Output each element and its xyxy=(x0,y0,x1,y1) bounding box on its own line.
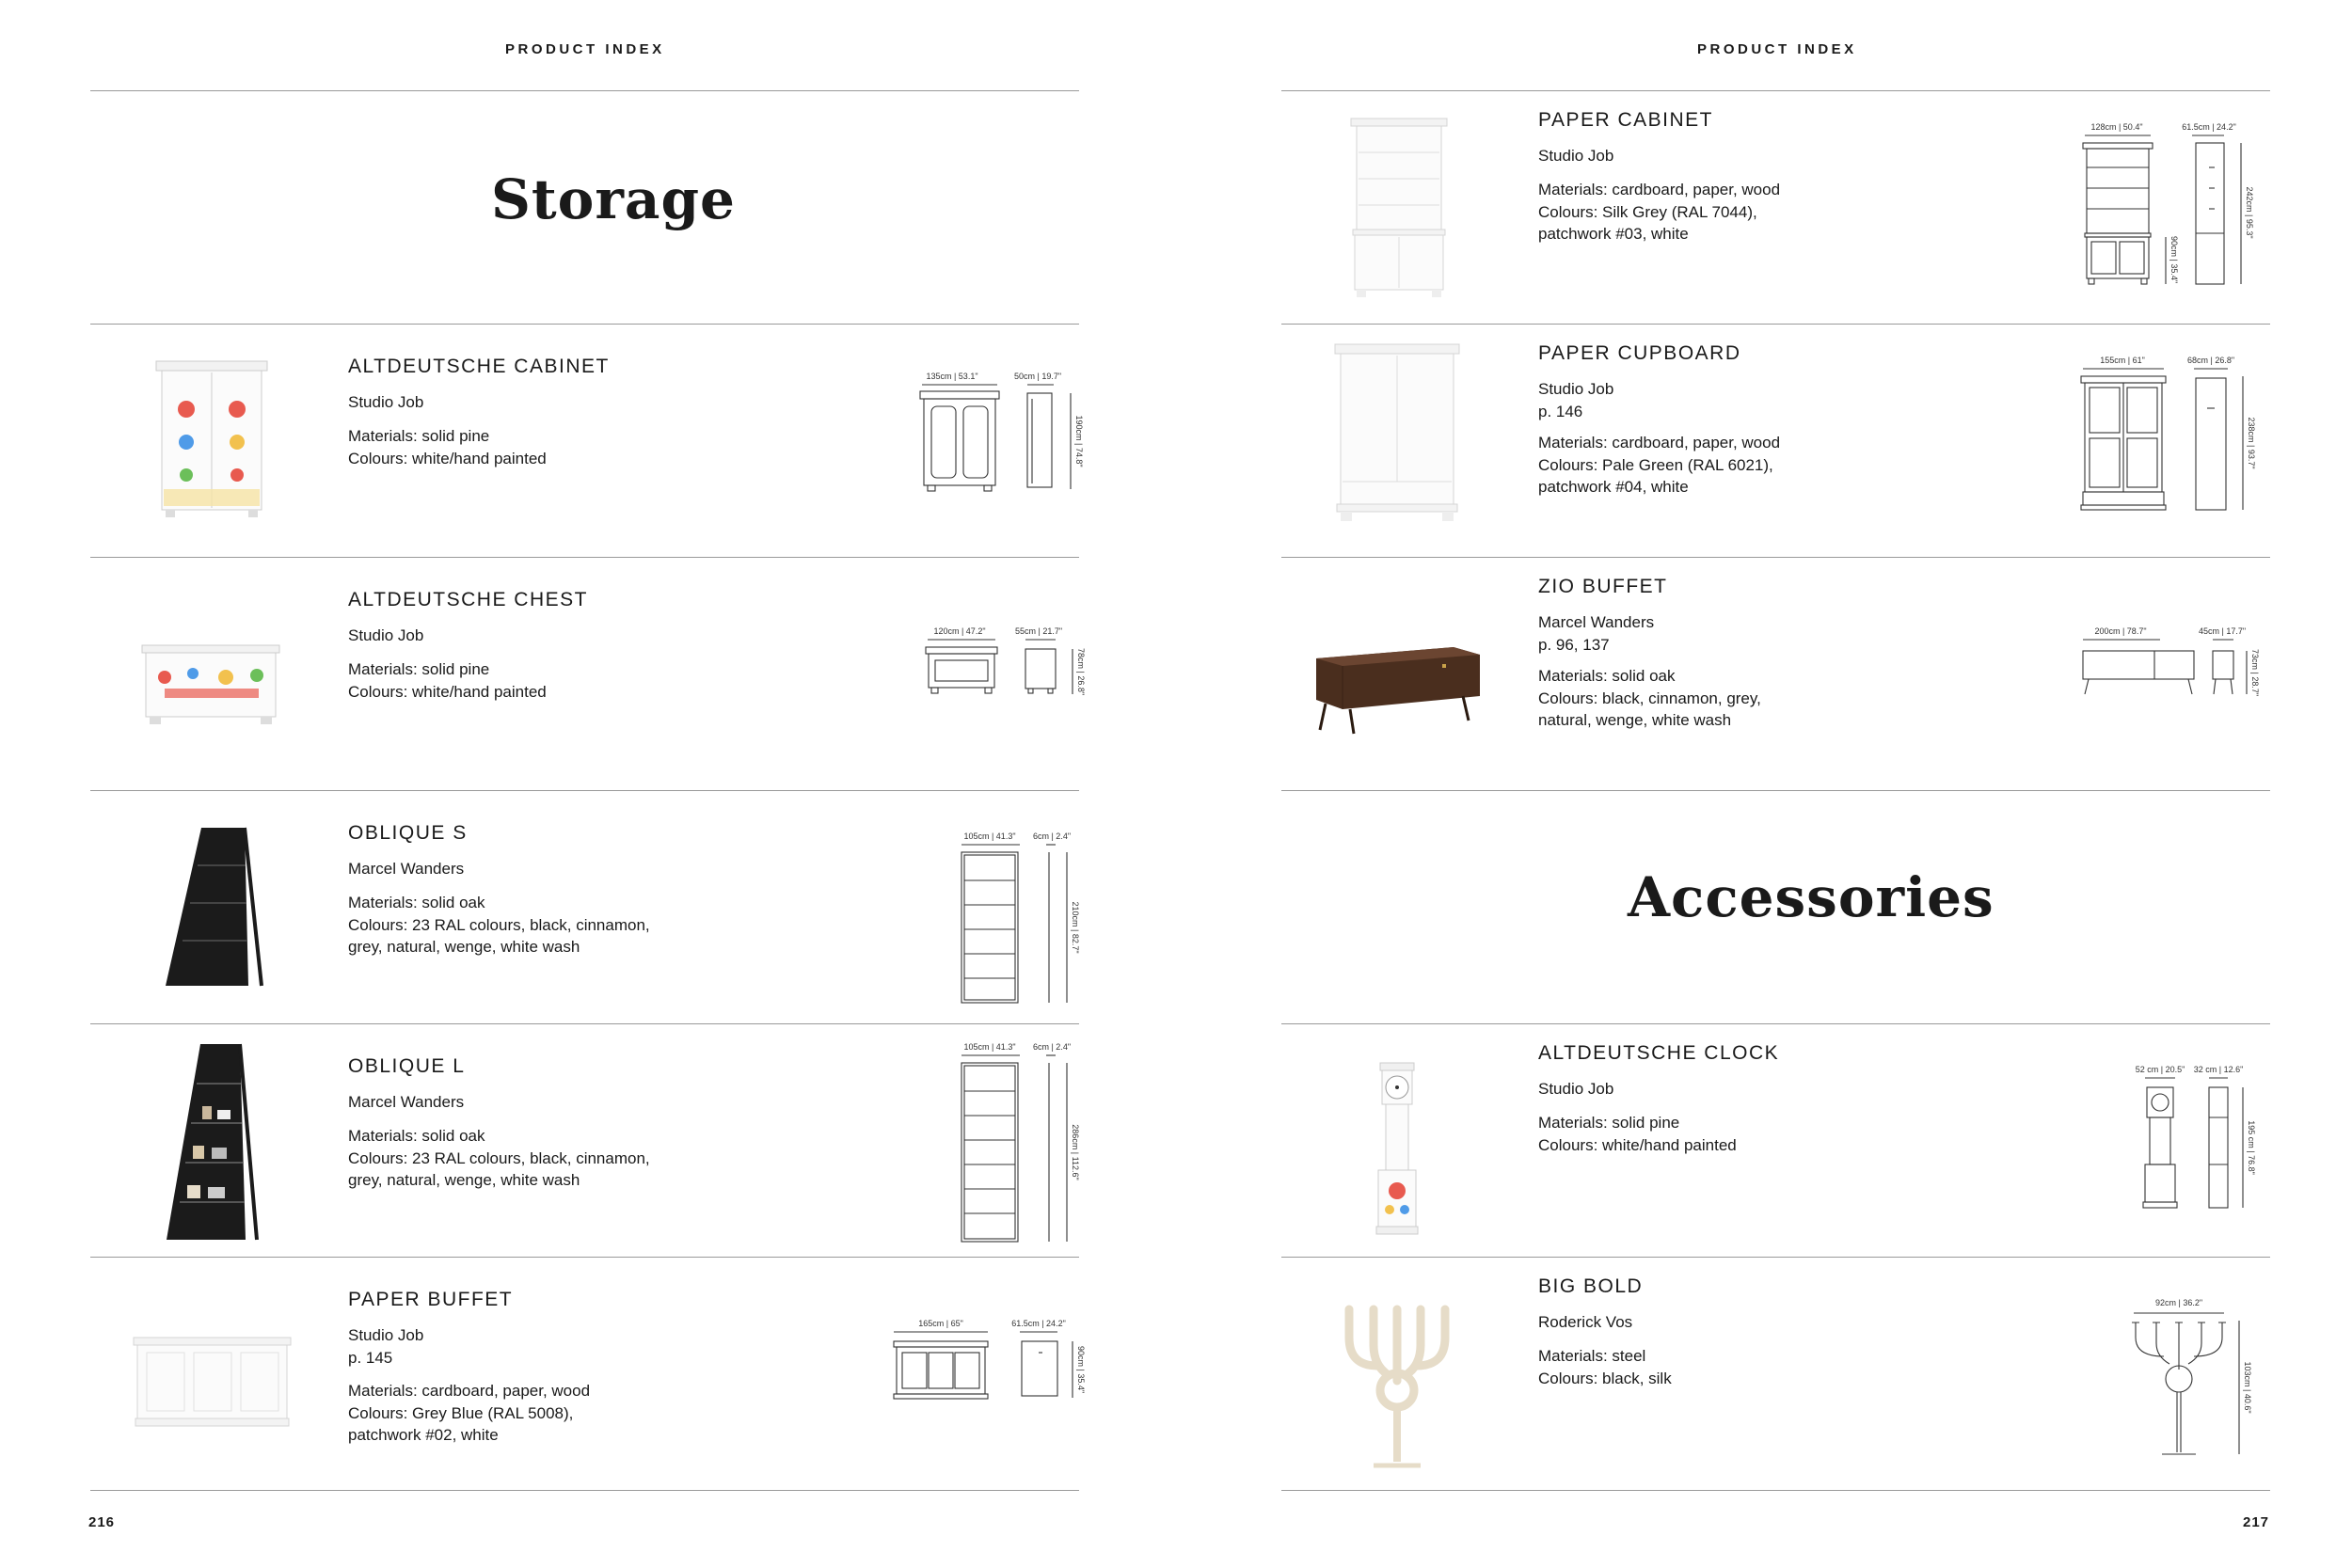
dimension-drawing xyxy=(950,1037,1091,1253)
dimension-drawing xyxy=(2074,119,2262,297)
divider xyxy=(90,90,1079,91)
product-details-text xyxy=(348,1357,590,1447)
product-details xyxy=(348,892,650,958)
product-designer: Marcel Wanders xyxy=(348,1093,465,1111)
product-page-ref: p. 145 xyxy=(348,1349,393,1367)
product-paper-cabinet xyxy=(1176,90,2352,324)
dim-depth: 61.5cm | 24.2" xyxy=(1011,1319,1066,1328)
product-details xyxy=(1538,1345,1672,1389)
product-colours-cont: natural, wenge, white wash xyxy=(1538,711,1732,729)
product-materials: Materials: solid pine xyxy=(1538,1114,1680,1132)
product-name: ALTDEUTSCHE CABINET xyxy=(348,356,610,377)
dim-width: 200cm | 78.7" xyxy=(2094,626,2147,636)
product-colours: Colours: Grey Blue (RAL 5008), xyxy=(348,1403,574,1422)
product-colours: Colours: Pale Green (RAL 6021), xyxy=(1538,455,1773,474)
product-designer: Studio Job p. 145 xyxy=(348,1324,423,1370)
dim-width: 128cm | 50.4" xyxy=(2090,122,2143,132)
dim-lower-height: 90cm | 35.4" xyxy=(2169,235,2179,284)
product-designer: Marcel Wanders xyxy=(348,860,465,878)
product-colours: Colours: white/hand painted xyxy=(348,682,547,701)
product-details xyxy=(348,658,547,703)
dim-width: 135cm | 53.1" xyxy=(926,372,978,381)
dim-depth: 6cm | 2.4" xyxy=(1032,1042,1072,1052)
product-colours-cont: patchwork #03, white xyxy=(1538,225,1689,243)
product-photo xyxy=(130,1332,294,1435)
dimension-drawing xyxy=(2107,1294,2267,1482)
dimension-drawing xyxy=(2126,1061,2267,1240)
product-photo xyxy=(1369,1059,1425,1247)
dim-height: 78cm | 26.8" xyxy=(1076,647,1086,696)
dimension-drawing xyxy=(884,1315,1091,1418)
dim-depth: 50cm | 19.7" xyxy=(1013,372,1062,381)
product-photo xyxy=(151,824,273,993)
product-designer: Studio Job xyxy=(1538,1080,1614,1098)
product-details xyxy=(1538,665,1761,732)
product-designer: Studio Job xyxy=(348,626,424,644)
product-name: PAPER BUFFET xyxy=(348,1289,514,1310)
product-materials: Materials: solid oak xyxy=(1538,667,1676,685)
dimension-drawing xyxy=(2070,352,2263,531)
product-name: ALTDEUTSCHE CHEST xyxy=(348,589,588,610)
section-title-storage: Storage xyxy=(491,167,736,231)
dim-height: 73cm | 28.7" xyxy=(2250,648,2260,697)
section-title-accessories: Accessories xyxy=(1628,865,1994,929)
product-details xyxy=(1538,1112,1737,1156)
product-paper-cupboard xyxy=(1176,324,2352,557)
page-number: 216 xyxy=(88,1514,116,1530)
divider xyxy=(90,1490,1079,1491)
dimension-drawing xyxy=(903,361,1091,531)
product-colours: Colours: black, cinnamon, grey, xyxy=(1538,689,1761,707)
product-details xyxy=(1538,432,1780,499)
product-colours-cont: grey, natural, wenge, white wash xyxy=(348,1171,580,1189)
product-colours-cont: patchwork #04, white xyxy=(1538,478,1689,496)
product-name: OBLIQUE L xyxy=(348,1055,466,1077)
dim-height: 286cm | 112.6" xyxy=(1071,1124,1080,1180)
dim-depth: 68cm | 26.8" xyxy=(2186,356,2235,365)
right-page xyxy=(1176,0,2352,1568)
product-name: ZIO BUFFET xyxy=(1538,576,1668,597)
product-name: OBLIQUE S xyxy=(348,822,468,844)
product-colours-cont: grey, natural, wenge, white wash xyxy=(348,938,580,956)
dim-width: 120cm | 47.2" xyxy=(933,626,986,636)
dim-height: 242cm | 95.3" xyxy=(2245,186,2254,239)
dim-width: 92cm | 36.2" xyxy=(2154,1298,2203,1307)
dim-height: 238cm | 93.7" xyxy=(2247,417,2256,469)
product-details xyxy=(348,425,547,469)
product-altdeutsche-clock xyxy=(1176,1023,2352,1257)
product-page-ref: p. 146 xyxy=(1538,403,1583,420)
product-photo xyxy=(1312,641,1486,736)
product-paper-buffet xyxy=(0,1257,1176,1490)
product-altdeutsche-cabinet xyxy=(0,324,1176,557)
product-designer: Studio Job xyxy=(348,393,424,411)
page-number: 217 xyxy=(2243,1514,2270,1530)
dim-width: 155cm | 61" xyxy=(2100,356,2145,365)
product-materials: Materials: solid oak xyxy=(348,894,485,911)
dimension-drawing xyxy=(913,623,1091,726)
dimension-drawing xyxy=(950,828,1091,1016)
dim-height: 195 cm | 76.8" xyxy=(2247,1120,2256,1175)
dim-width: 105cm | 41.3" xyxy=(963,832,1016,841)
product-photo xyxy=(1331,341,1463,538)
product-materials: Materials: solid pine xyxy=(348,660,490,678)
product-materials: Materials: cardboard, paper, wood xyxy=(348,1382,591,1400)
product-colours: Colours: white/hand painted xyxy=(348,449,547,467)
product-zio-buffet xyxy=(1176,557,2352,790)
dim-width: 105cm | 41.3" xyxy=(963,1042,1016,1052)
product-colours: Colours: white/hand painted xyxy=(1538,1135,1737,1154)
product-photo xyxy=(1347,115,1451,303)
dim-depth: 6cm | 2.4" xyxy=(1032,832,1072,841)
running-header: PRODUCT INDEX xyxy=(505,41,665,57)
dim-height: 210cm | 82.7" xyxy=(1071,901,1080,954)
divider xyxy=(1281,1490,2270,1491)
product-materials: Materials: solid oak xyxy=(348,1127,485,1145)
product-details xyxy=(1538,179,1780,245)
product-designer: Studio Job xyxy=(1538,147,1614,165)
product-colours-cont: patchwork #02, white xyxy=(348,1426,499,1444)
product-designer: Studio Job p. 146 xyxy=(1538,378,1613,423)
dim-depth: 61.5cm | 24.2" xyxy=(2182,122,2236,132)
product-altdeutsche-chest xyxy=(0,557,1176,790)
product-designer: Roderick Vos xyxy=(1538,1313,1633,1331)
product-name: ALTDEUTSCHE CLOCK xyxy=(1538,1042,1780,1064)
product-photo xyxy=(151,357,273,527)
dim-depth: 32 cm | 12.6" xyxy=(2193,1065,2244,1074)
dimension-drawing xyxy=(2070,623,2263,717)
product-name: PAPER CABINET xyxy=(1538,109,1713,131)
dim-depth: 45cm | 17.7" xyxy=(2198,626,2247,636)
product-photo xyxy=(136,640,287,734)
product-photo xyxy=(1336,1300,1458,1479)
product-materials: Materials: cardboard, paper, wood xyxy=(1538,434,1781,451)
product-designer: Marcel Wanders p. 96, 137 xyxy=(1538,611,1654,657)
product-materials: Materials: steel xyxy=(1538,1347,1646,1365)
product-big-bold xyxy=(1176,1257,2352,1490)
product-colours: Colours: black, silk xyxy=(1538,1369,1672,1387)
divider xyxy=(1281,790,2270,791)
dim-width: 52 cm | 20.5" xyxy=(2135,1065,2185,1074)
product-colours: Colours: 23 RAL colours, black, cinnamon, xyxy=(348,1148,650,1167)
product-details xyxy=(348,1125,650,1192)
dim-depth: 55cm | 21.7" xyxy=(1014,626,1063,636)
product-page-ref: p. 96, 137 xyxy=(1538,636,1610,654)
running-header: PRODUCT INDEX xyxy=(1697,41,1857,57)
dim-height: 90cm | 35.4" xyxy=(1076,1345,1086,1394)
product-oblique-s xyxy=(0,790,1176,1023)
dim-height: 103cm | 40.6" xyxy=(2243,1361,2252,1414)
product-name: BIG BOLD xyxy=(1538,1275,1644,1297)
dim-height: 190cm | 74.8" xyxy=(1074,415,1084,467)
product-materials: Materials: cardboard, paper, wood xyxy=(1538,181,1781,198)
product-name: PAPER CUPBOARD xyxy=(1538,342,1741,364)
product-photo xyxy=(155,1040,268,1249)
product-colours: Colours: 23 RAL colours, black, cinnamon, xyxy=(348,915,650,934)
product-oblique-l xyxy=(0,1023,1176,1257)
product-colours: Colours: Silk Grey (RAL 7044), xyxy=(1538,202,1757,221)
dim-width: 165cm | 65" xyxy=(918,1319,963,1328)
product-materials: Materials: solid pine xyxy=(348,427,490,445)
